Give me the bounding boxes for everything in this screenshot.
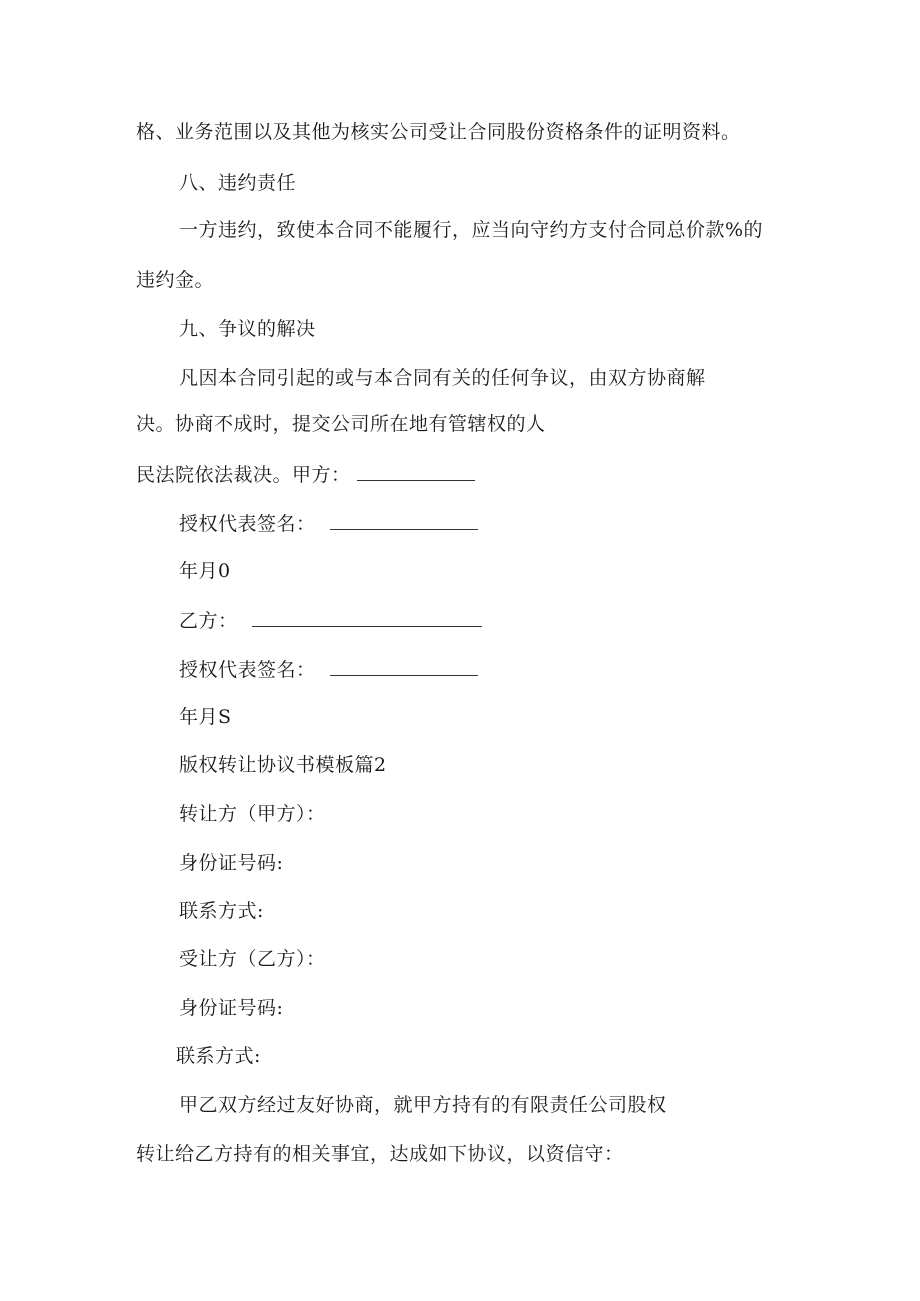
transferor-label: 转让方（甲方）：	[179, 803, 326, 825]
paragraph-line: 甲乙双方经过友好协商，就甲方持有的有限责任公司股权	[179, 1094, 667, 1116]
transferee-label: 受让方（乙方）：	[179, 948, 326, 970]
party-b-blank	[252, 608, 482, 627]
paragraph-line: 凡因本合同引起的或与本合同有关的任何争议，由双方协商解	[179, 367, 706, 389]
contact-label-a: 联系方式:	[179, 900, 264, 922]
paragraph-line: 一方违约，致使本合同不能履行，应当向守约方支付合同总价款%的	[179, 219, 764, 241]
party-a-blank	[357, 462, 475, 481]
party-b-label: 乙方：	[179, 610, 238, 632]
party-a-label: 民法院依法裁决。甲方：	[136, 464, 351, 486]
signature-line-a	[179, 511, 478, 536]
signature-label: 授权代表签名：	[179, 659, 316, 681]
date-line-a: 年月0	[179, 560, 231, 582]
id-number-label-a: 身份证号码:	[179, 852, 284, 874]
signature-blank	[330, 657, 478, 676]
paragraph-line: 格、业务范围以及其他为核实公司受让合同股份资格条件的证明资料。	[136, 121, 741, 143]
party-a-line	[136, 462, 475, 487]
contact-label-b: 联系方式:	[176, 1045, 261, 1067]
party-b-line	[179, 608, 482, 633]
section-heading-breach: 八、违约责任	[179, 172, 297, 194]
paragraph-line: 决。协商不成时，提交公司所在地有管辖权的人	[136, 413, 546, 435]
id-number-label-b: 身份证号码:	[179, 997, 284, 1019]
signature-line-b	[179, 657, 478, 682]
document-title: 版权转让协议书模板篇2	[179, 754, 387, 776]
signature-blank	[330, 511, 478, 530]
date-line-b: 年月S	[179, 706, 232, 728]
paragraph-line: 转让给乙方持有的相关事宜，达成如下协议，以资信守：	[136, 1143, 624, 1165]
paragraph-line: 违约金。	[136, 269, 215, 291]
section-heading-dispute: 九、争议的解决	[179, 318, 316, 340]
signature-label: 授权代表签名：	[179, 513, 316, 535]
